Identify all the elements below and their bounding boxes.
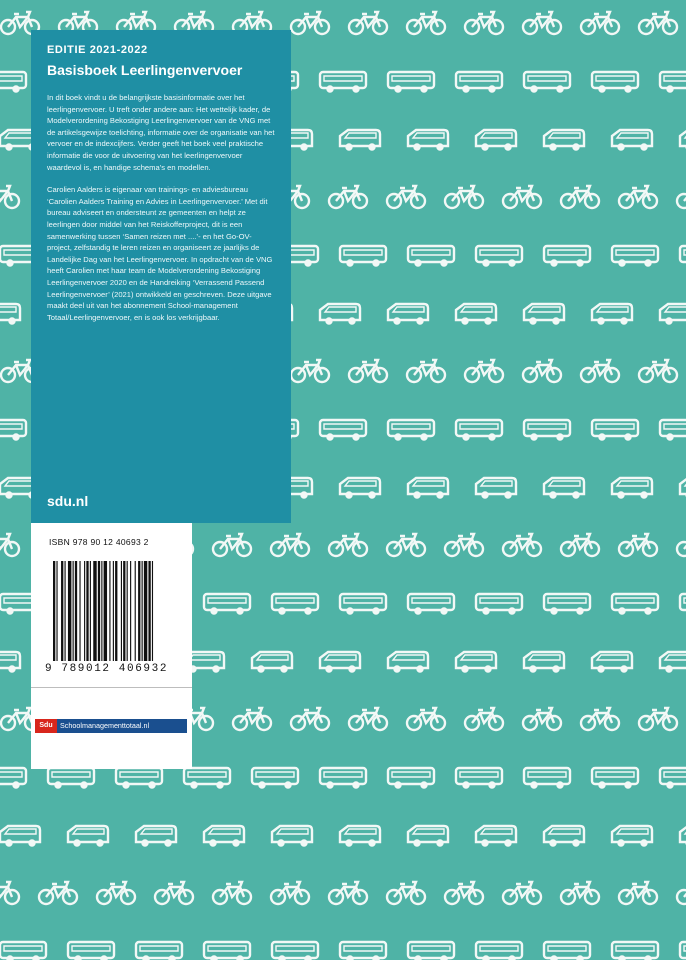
barcode-bar <box>65 561 66 661</box>
bus-icon <box>408 942 454 960</box>
bus-icon <box>68 942 114 960</box>
van-icon <box>476 478 516 498</box>
barcode-number: 9 789012 406932 <box>45 663 169 675</box>
bike-icon <box>387 534 425 556</box>
bike-icon <box>445 534 483 556</box>
bike-icon <box>465 12 503 34</box>
bike-icon <box>677 534 686 556</box>
bus-icon <box>680 594 686 614</box>
bus-icon <box>48 768 94 788</box>
bike-icon <box>561 534 599 556</box>
bus-icon <box>680 942 686 960</box>
bike-icon <box>503 186 541 208</box>
bike-icon <box>0 534 19 556</box>
bus-icon <box>592 768 638 788</box>
bike-icon <box>523 708 561 730</box>
bike-icon <box>561 882 599 904</box>
website-link[interactable]: sdu.nl <box>47 493 89 509</box>
publisher-logos <box>35 719 187 733</box>
van-icon <box>592 304 632 324</box>
bus-icon <box>612 246 658 266</box>
bike-icon <box>465 708 503 730</box>
van-icon <box>0 304 20 324</box>
van-icon <box>660 652 686 672</box>
barcode-bar <box>86 561 88 661</box>
bike-icon <box>329 882 367 904</box>
bike-icon <box>0 882 19 904</box>
van-icon <box>660 304 686 324</box>
bus-icon <box>388 768 434 788</box>
bus-icon <box>408 246 454 266</box>
barcode-bar <box>101 561 102 661</box>
bus-icon <box>320 420 366 440</box>
barcode-bar <box>130 561 131 661</box>
bus-icon <box>456 72 502 92</box>
back-cover-info-panel <box>31 30 291 523</box>
barcode-bar <box>138 561 140 661</box>
bus-icon <box>340 942 386 960</box>
van-icon <box>680 826 686 846</box>
bike-icon <box>291 708 329 730</box>
barcode-bar <box>98 561 100 661</box>
bike-icon <box>677 882 686 904</box>
bus-icon <box>524 768 570 788</box>
barcode-bar <box>90 561 91 661</box>
bus-icon <box>136 942 182 960</box>
barcode <box>53 561 183 661</box>
bike-icon <box>291 12 329 34</box>
barcode-panel <box>31 523 192 769</box>
bus-icon <box>0 942 46 960</box>
bus-icon <box>524 72 570 92</box>
bike-icon <box>97 882 135 904</box>
van-icon <box>592 652 632 672</box>
van-icon <box>680 478 686 498</box>
bike-icon <box>271 534 309 556</box>
bike-icon <box>387 186 425 208</box>
van-icon <box>136 826 176 846</box>
van-icon <box>0 652 20 672</box>
barcode-bar <box>113 561 114 661</box>
bus-icon <box>320 72 366 92</box>
bike-icon <box>619 882 657 904</box>
sdu-logo: Sdu <box>35 719 57 733</box>
bus-icon <box>408 594 454 614</box>
bus-icon <box>476 246 522 266</box>
van-icon <box>320 304 360 324</box>
bus-icon <box>388 72 434 92</box>
bike-icon <box>349 708 387 730</box>
barcode-bar <box>61 561 63 661</box>
bike-icon <box>349 360 387 382</box>
van-icon <box>252 652 292 672</box>
bike-icon <box>581 360 619 382</box>
van-icon <box>388 652 428 672</box>
van-icon <box>340 130 380 150</box>
bike-icon <box>639 360 677 382</box>
barcode-bar <box>53 561 55 661</box>
barcode-bar <box>75 561 77 661</box>
bus-icon <box>660 768 686 788</box>
bike-icon <box>407 360 445 382</box>
bus-icon <box>524 420 570 440</box>
bike-icon <box>503 534 541 556</box>
bus-icon <box>272 594 318 614</box>
van-icon <box>68 826 108 846</box>
bus-icon <box>476 942 522 960</box>
barcode-bar <box>73 561 74 661</box>
bus-icon <box>544 594 590 614</box>
bus-icon <box>184 768 230 788</box>
book-description: In dit boek vindt u de belangrijkste basisinformatie over het leerlingenvervoer. U treft onder andere aan: Het wettelijk kader, de Modelverordening Bekostiging Leerlingenvervoer van de VNG met de artikelsgewijze toelichting, informatie over de organisatie van het vervoer en de indexcijfers. Verder geeft het boek veel praktische informatie die voor de uitvoering van het leerlingenvervoer waardevol is, en handige schema’s en modellen. <box>47 93 275 172</box>
schoolmanagement-logo: Schoolmanagementtotaal.nl <box>57 719 187 733</box>
bike-icon <box>39 882 77 904</box>
bike-icon <box>445 882 483 904</box>
van-icon <box>544 130 584 150</box>
bike-icon <box>213 882 251 904</box>
bike-icon <box>233 708 271 730</box>
bus-icon <box>116 768 162 788</box>
bus-icon <box>320 768 366 788</box>
van-icon <box>320 652 360 672</box>
bus-icon <box>0 420 26 440</box>
bike-icon <box>619 186 657 208</box>
edition-label: EDITIE 2021-2022 <box>47 44 148 56</box>
bike-icon <box>639 708 677 730</box>
bike-icon <box>387 882 425 904</box>
van-icon <box>476 826 516 846</box>
van-icon <box>524 304 564 324</box>
barcode-bar <box>68 561 71 661</box>
bus-icon <box>0 768 26 788</box>
bus-icon <box>340 594 386 614</box>
barcode-bar <box>127 561 128 661</box>
bike-icon <box>155 882 193 904</box>
barcode-bar <box>135 561 136 661</box>
barcode-bar <box>56 561 57 661</box>
barcode-bar <box>109 561 110 661</box>
bus-icon <box>204 942 250 960</box>
bus-icon <box>680 246 686 266</box>
bike-icon <box>523 12 561 34</box>
bike-icon <box>581 708 619 730</box>
bike-icon <box>407 12 445 34</box>
isbn-label: ISBN 978 90 12 40693 2 <box>49 537 149 547</box>
bike-icon <box>329 186 367 208</box>
barcode-bar <box>104 561 107 661</box>
bus-icon <box>544 246 590 266</box>
barcode-bar <box>79 561 80 661</box>
van-icon <box>612 130 652 150</box>
van-icon <box>340 478 380 498</box>
van-icon <box>476 130 516 150</box>
bus-icon <box>612 594 658 614</box>
bike-icon <box>329 534 367 556</box>
van-icon <box>408 826 448 846</box>
van-icon <box>456 304 496 324</box>
van-icon <box>524 652 564 672</box>
van-icon <box>408 478 448 498</box>
bus-icon <box>592 72 638 92</box>
bike-icon <box>503 882 541 904</box>
bike-icon <box>407 708 445 730</box>
van-icon <box>408 130 448 150</box>
bike-icon <box>0 186 19 208</box>
bus-icon <box>0 72 26 92</box>
bus-icon <box>456 768 502 788</box>
bus-icon <box>456 420 502 440</box>
van-icon <box>612 826 652 846</box>
van-icon <box>544 826 584 846</box>
van-icon <box>204 826 244 846</box>
bike-icon <box>349 12 387 34</box>
bike-icon <box>561 186 599 208</box>
van-icon <box>388 304 428 324</box>
bike-icon <box>445 186 483 208</box>
barcode-bar <box>115 561 117 661</box>
bike-icon <box>523 360 561 382</box>
bike-icon <box>581 12 619 34</box>
van-icon <box>272 826 312 846</box>
barcode-bar <box>123 561 125 661</box>
barcode-bar <box>93 561 96 661</box>
author-bio: Carolien Aalders is eigenaar van trainings- en adviesbureau ‘Carolien Aalders Training en Advies in Leerlingenvervoer.’ Met dit bureau adviseert en ondersteunt ze gemeenten en helpt ze leerlingen door middel van het Reiskofferproject, dit is een samenwerking tussen ‘Samen reizen met ....’- en het Go-OV-project, zelfstandig te leren reizen en organiseert ze jaarlijks de Landelijke Dag van het Leerlingenvervoer. In opdracht van de VNG heeft Carolien met haar team de Modelverordening Bekostiging Leerlingenvervoer 2020 en de Handreiking ‘Verrassend Passend Leerlingenvervoer’ (2021) ontwikkeld en geschreven. Deze uitgave maakt deel uit van het abonnement School-management Totaal/Leerlingenvervoer, en is ook los verkrijgbaar. <box>47 185 273 322</box>
bike-icon <box>639 12 677 34</box>
bike-icon <box>271 882 309 904</box>
van-icon <box>612 478 652 498</box>
bus-icon <box>544 942 590 960</box>
van-icon <box>544 478 584 498</box>
barcode-bar <box>142 561 143 661</box>
bus-icon <box>272 942 318 960</box>
van-icon <box>680 130 686 150</box>
bus-icon <box>340 246 386 266</box>
bus-icon <box>592 420 638 440</box>
bus-icon <box>388 420 434 440</box>
barcode-bar <box>144 561 147 661</box>
barcode-bar <box>84 561 85 661</box>
bus-icon <box>612 942 658 960</box>
van-icon <box>456 652 496 672</box>
bike-icon <box>465 360 503 382</box>
bus-icon <box>660 72 686 92</box>
book-title: Basisboek Leerlingenvervoer <box>47 62 243 78</box>
bus-icon <box>660 420 686 440</box>
barcode-bar <box>148 561 150 661</box>
bus-icon <box>476 594 522 614</box>
bike-icon <box>291 360 329 382</box>
bike-icon <box>213 534 251 556</box>
bike-icon <box>677 186 686 208</box>
bus-icon <box>204 594 250 614</box>
bike-icon <box>619 534 657 556</box>
van-icon <box>340 826 380 846</box>
bus-icon <box>252 768 298 788</box>
divider <box>31 687 192 688</box>
barcode-bar <box>152 561 153 661</box>
barcode-bar <box>121 561 122 661</box>
van-icon <box>0 826 40 846</box>
